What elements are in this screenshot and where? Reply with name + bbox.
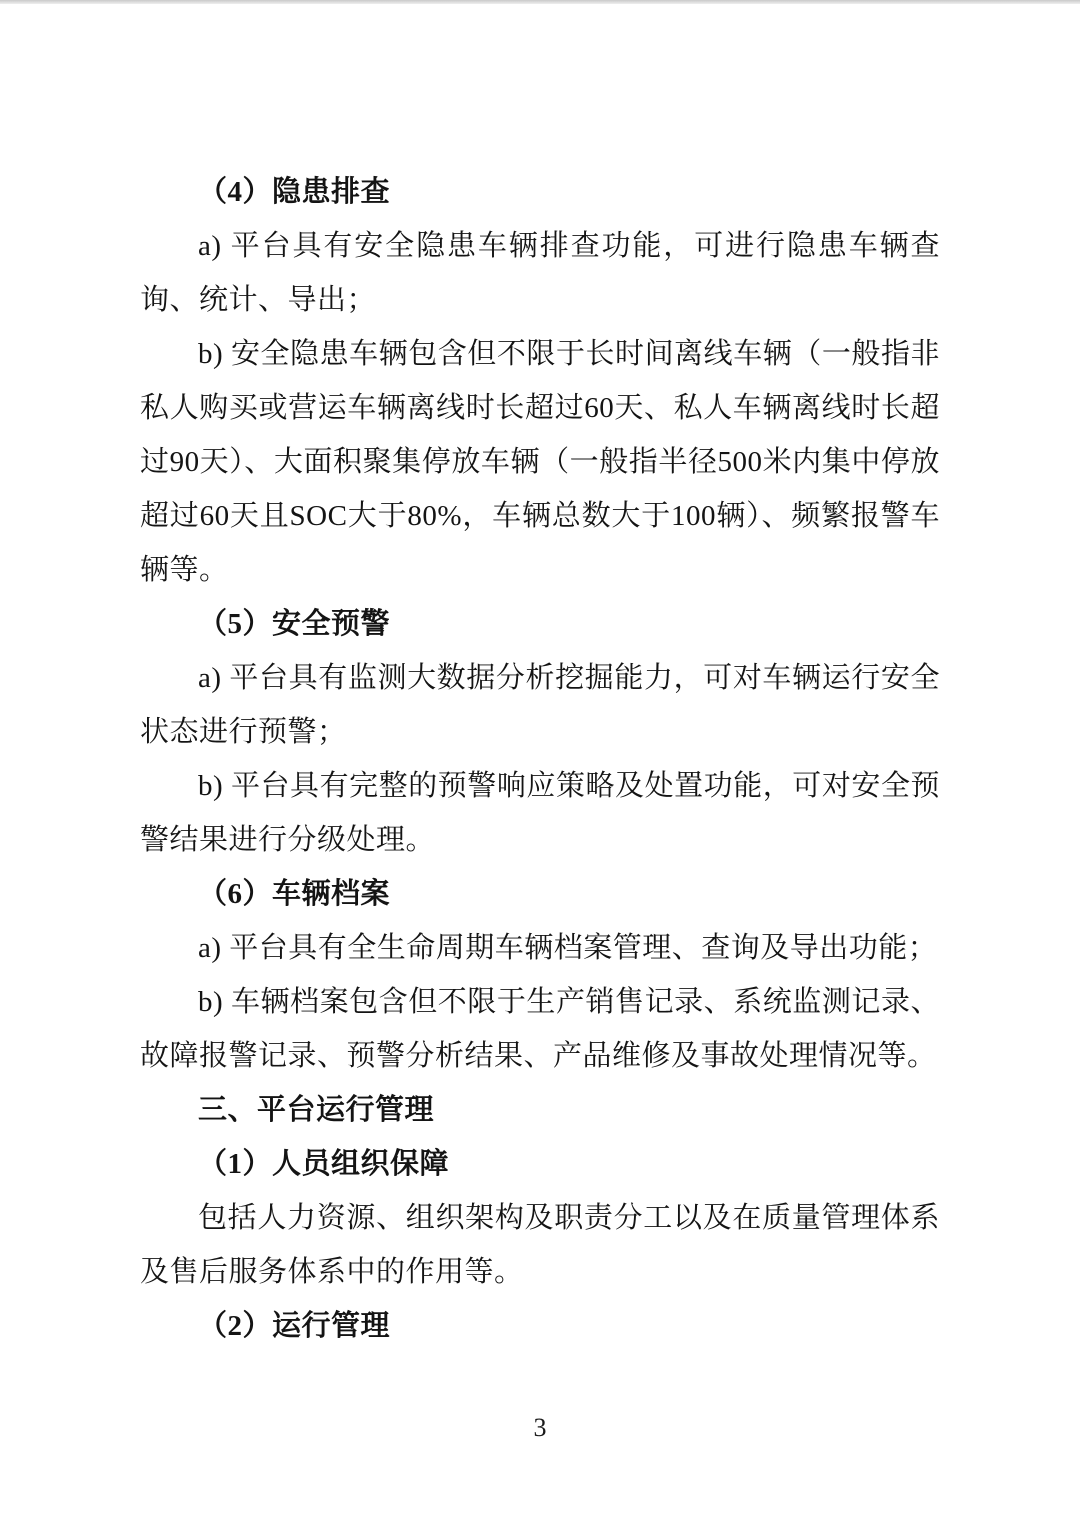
paragraph: a) 平台具有监测大数据分析挖掘能力，可对车辆运行安全状态进行预警； <box>140 662 940 748</box>
paragraph: b) 车辆档案包含但不限于生产销售记录、系统监测记录、故障报警记录、预警分析结果、产品维修及事故处理情况等。 <box>140 986 940 1072</box>
scan-edge <box>0 0 1080 4</box>
paragraph: 包括人力资源、组织架构及职责分工以及在质量管理体系及售后服务体系中的作用等。 <box>140 1202 940 1288</box>
paragraph: b) 平台具有完整的预警响应策略及处置功能，可对安全预警结果进行分级处理。 <box>140 770 940 856</box>
section-heading: （4）隐患排查 <box>198 176 391 208</box>
section-heading: （2）运行管理 <box>198 1310 391 1342</box>
paragraph: b) 安全隐患车辆包含但不限于长时间离线车辆（一般指非私人购买或营运车辆离线时长超过60天、私人车辆离线时长超过90天）、大面积聚集停放车辆（一般指半径500米内集中停放超过60天且SOC大于80%，车辆总数大于100辆）、频繁报警车辆等。 <box>140 338 940 586</box>
paragraph: a) 平台具有安全隐患车辆排查功能，可进行隐患车辆查询、统计、导出； <box>140 230 940 316</box>
section-heading: 三、平台运行管理 <box>198 1094 435 1126</box>
section-heading: （1）人员组织保障 <box>198 1148 450 1180</box>
page-number: 3 <box>533 1413 547 1442</box>
document-content <box>140 165 940 1353</box>
paragraph: a) 平台具有全生命周期车辆档案管理、查询及导出功能； <box>198 932 938 964</box>
section-heading: （6）车辆档案 <box>198 878 391 910</box>
section-heading: （5）安全预警 <box>198 608 391 640</box>
